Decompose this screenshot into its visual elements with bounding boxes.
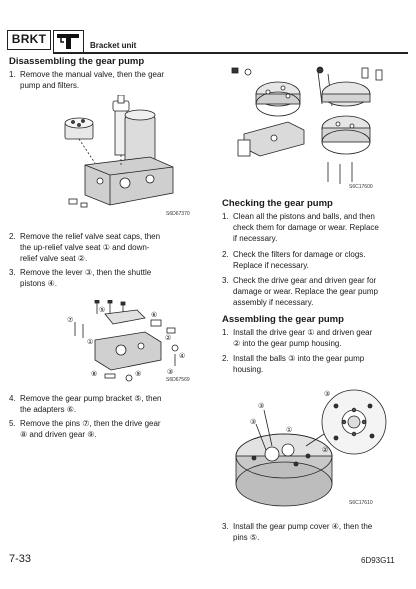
step-number: 1. <box>222 212 229 221</box>
figure-code: S6D67370 <box>166 211 190 217</box>
callout-5: ⑤ <box>99 306 106 314</box>
step-number: 2. <box>222 250 229 259</box>
step-number: 2. <box>9 232 16 241</box>
step-number: 3. <box>222 276 229 285</box>
step-text: Remove the pins ⑦, then the drive gear ⑧ and driven gear ⑨. <box>20 419 161 439</box>
gear-pump-assembly-figure <box>55 95 195 220</box>
checking-title: Checking the gear pump <box>222 198 333 209</box>
callout-2: ② <box>165 334 172 342</box>
callout-2: ② <box>322 446 329 454</box>
step-number: 3. <box>222 522 229 531</box>
step-text: Check the drive gear and driven gear for damage or wear. Replace the gear pump assembly if necessary. <box>233 276 378 307</box>
disassembling-title: Disassembling the gear pump <box>9 56 145 67</box>
gear-pump-parts-figure <box>228 64 388 192</box>
step-text: Check the filters for damage or clogs. Replace if necessary. <box>233 250 366 270</box>
step-number: 3. <box>9 268 16 277</box>
step-number: 2. <box>222 354 229 363</box>
step-text: Install the balls ③ into the gear pump housing. <box>233 354 365 374</box>
step-text: Clean all the pistons and balls, and then check them for damage or wear. Replace if necessary. <box>233 212 379 243</box>
callout-6: ⑥ <box>151 311 158 319</box>
step-number: 1. <box>222 328 229 337</box>
step-text: Remove the gear pump bracket ⑤, then the adapters ⑥. <box>20 394 162 414</box>
section-code-box: BRKT <box>7 30 51 50</box>
step-text: Install the drive gear ① and driven gear ② into the gear pump housing. <box>233 328 373 348</box>
header-rule <box>53 52 408 54</box>
step-text: Remove the relief valve seat caps, then the up-relief valve seat ① and down- relief valve seat ②. <box>20 232 161 263</box>
assembling-title: Assembling the gear pump <box>222 314 344 325</box>
document-code: 6D93G11 <box>361 556 395 565</box>
bracket-unit-icon <box>53 30 84 54</box>
figure-code: S6D67569 <box>166 377 190 383</box>
step-text: Remove the lever ③, then the shuttle pistons ④. <box>20 268 152 288</box>
callout-3: ③ <box>324 390 331 398</box>
figure-code: S6C17600 <box>349 184 373 190</box>
step-number: 4. <box>9 394 16 403</box>
callout-3: ③ <box>258 402 265 410</box>
gear-pump-housing-figure <box>224 384 394 512</box>
callout-4: ④ <box>179 352 186 360</box>
callout-7: ⑦ <box>67 316 74 324</box>
callout-3: ③ <box>250 418 257 426</box>
page-number: 7-33 <box>9 553 32 565</box>
callout-1: ① <box>286 426 293 434</box>
callout-3: ③ <box>167 368 174 376</box>
figure-code: S6C17610 <box>349 500 373 506</box>
section-subtitle: Bracket unit <box>90 41 137 50</box>
callout-1: ① <box>87 338 94 346</box>
step-number: 5. <box>9 419 16 428</box>
step-text: Install the gear pump cover ④, then the pins ⑤. <box>233 522 373 542</box>
step-text: Remove the manual valve, then the gear pump and filters. <box>20 70 165 90</box>
callout-9: ⑨ <box>135 370 142 378</box>
callout-8: ⑧ <box>91 370 98 378</box>
step-number: 1. <box>9 70 16 79</box>
